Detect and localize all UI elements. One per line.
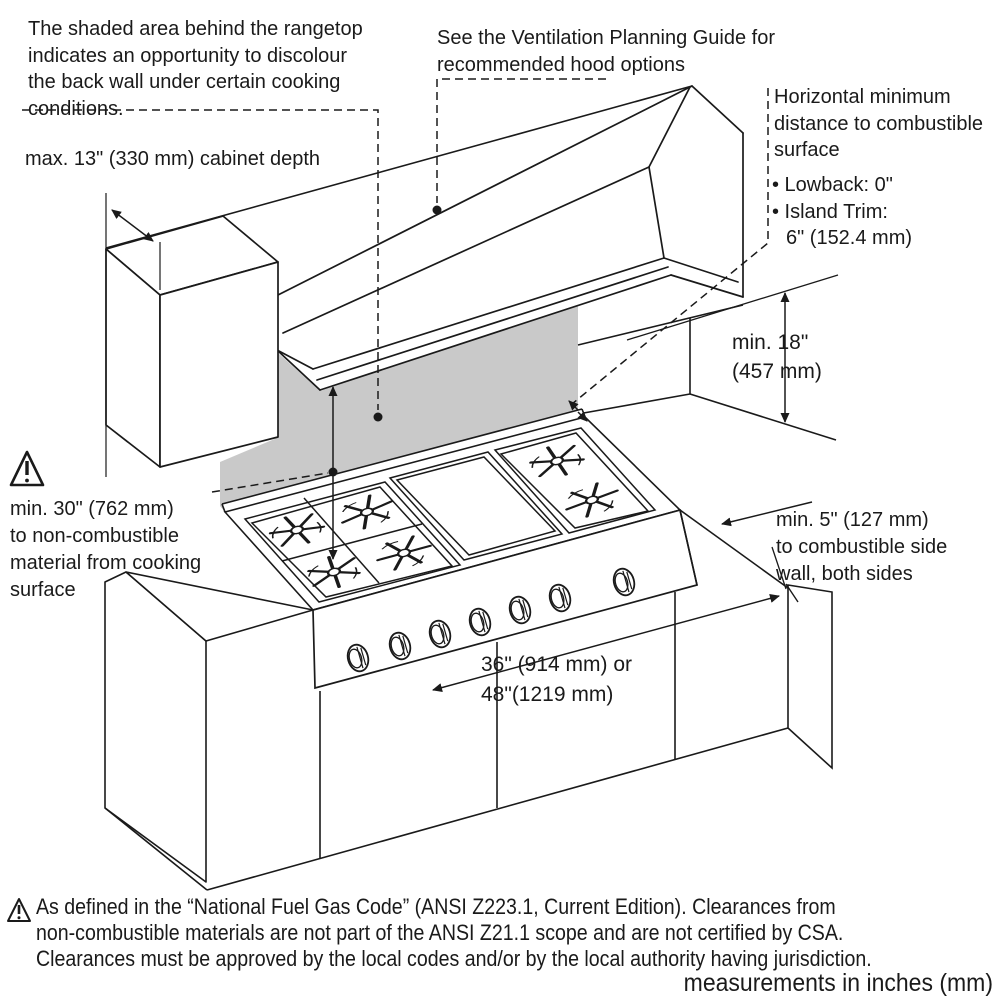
note-line: the back wall under certain cooking: [28, 71, 341, 93]
min18-label: [732, 328, 822, 386]
dim-line: min. 30" (762 mm): [10, 498, 174, 520]
note-line: recommended hood options: [437, 53, 685, 76]
side-wall-slab: [788, 585, 832, 768]
horizontal-distance-note: [774, 84, 983, 164]
min5-label: [776, 507, 947, 588]
footnote-line: Clearances must be approved by the local codes and/or by the local authority having jurisdiction.: [36, 946, 872, 971]
note-line: distance to combustible: [774, 112, 984, 135]
footnote-line: non-combustible materials are not part of the ANSI Z21.1 scope and are not certified by CSA.: [36, 920, 844, 945]
note-line: See the Ventilation Planning Guide for: [437, 27, 776, 49]
right-cabinet-bottom-edge: [578, 305, 743, 345]
note-line: surface: [774, 139, 840, 161]
bullet-item: • Island Trim:: [772, 200, 888, 223]
wall-base-edge: [578, 394, 690, 414]
note-line: indicates an opportunity to discolour: [28, 44, 348, 67]
hood-bevel-edge: [283, 167, 649, 333]
cabinet-depth-arrow: [112, 210, 153, 241]
dim-line: wall, both sides: [776, 563, 913, 585]
horizontal-distance-bullets: [772, 172, 912, 252]
dim-line: material from cooking: [10, 552, 202, 574]
note-line: The shaded area behind the rangetop: [28, 18, 363, 40]
min30-label: [10, 496, 201, 604]
dim-line: min. 18": [732, 331, 809, 354]
hood-front-right-edge: [649, 167, 664, 258]
dim-line: (457 mm): [732, 360, 822, 383]
vent-note-dot: [433, 206, 442, 215]
hood-corner-crease: [649, 87, 690, 167]
vent-note-leader: [437, 79, 606, 203]
footnote: [36, 894, 872, 972]
dim-line: to non-combustible: [10, 525, 179, 547]
counter-return-edge: [690, 394, 836, 440]
ventilation-note: [437, 25, 775, 78]
left-cabinet-front-face: [160, 262, 278, 467]
cabinet-depth-label: max. 13" (330 mm) cabinet depth: [25, 148, 321, 170]
dim-line: min. 5" (127 mm): [776, 509, 929, 531]
dim-line: to combustible side: [776, 536, 948, 558]
units-note: measurements in inches (mm): [683, 969, 993, 997]
right-side-wall: [786, 584, 832, 768]
dim-line: surface: [10, 579, 76, 601]
warning-icon: [11, 452, 43, 485]
shaded-area-note: [28, 16, 363, 122]
hood-lip-wrap-a: [664, 258, 738, 282]
dim-line: 48"(1219 mm): [481, 683, 614, 706]
shaded-note-dot: [374, 413, 383, 422]
note-line: Horizontal minimum: [774, 86, 951, 108]
width-label: [481, 650, 632, 710]
bullet-item: • Lowback: 0": [772, 174, 893, 196]
footnote-line: As defined in the “National Fuel Gas Code” (ANSI Z223.1, Current Edition). Clearances from: [36, 894, 836, 919]
note-line: conditions.: [28, 97, 124, 120]
bullet-item-cont: 6" (152.4 mm): [786, 227, 913, 249]
footnote-warning-icon: [8, 899, 30, 921]
left-upper-cabinet: [106, 216, 278, 467]
hood-endcap-top-edge: [692, 86, 743, 133]
dim-line: 36" (914 mm) or: [481, 653, 632, 676]
